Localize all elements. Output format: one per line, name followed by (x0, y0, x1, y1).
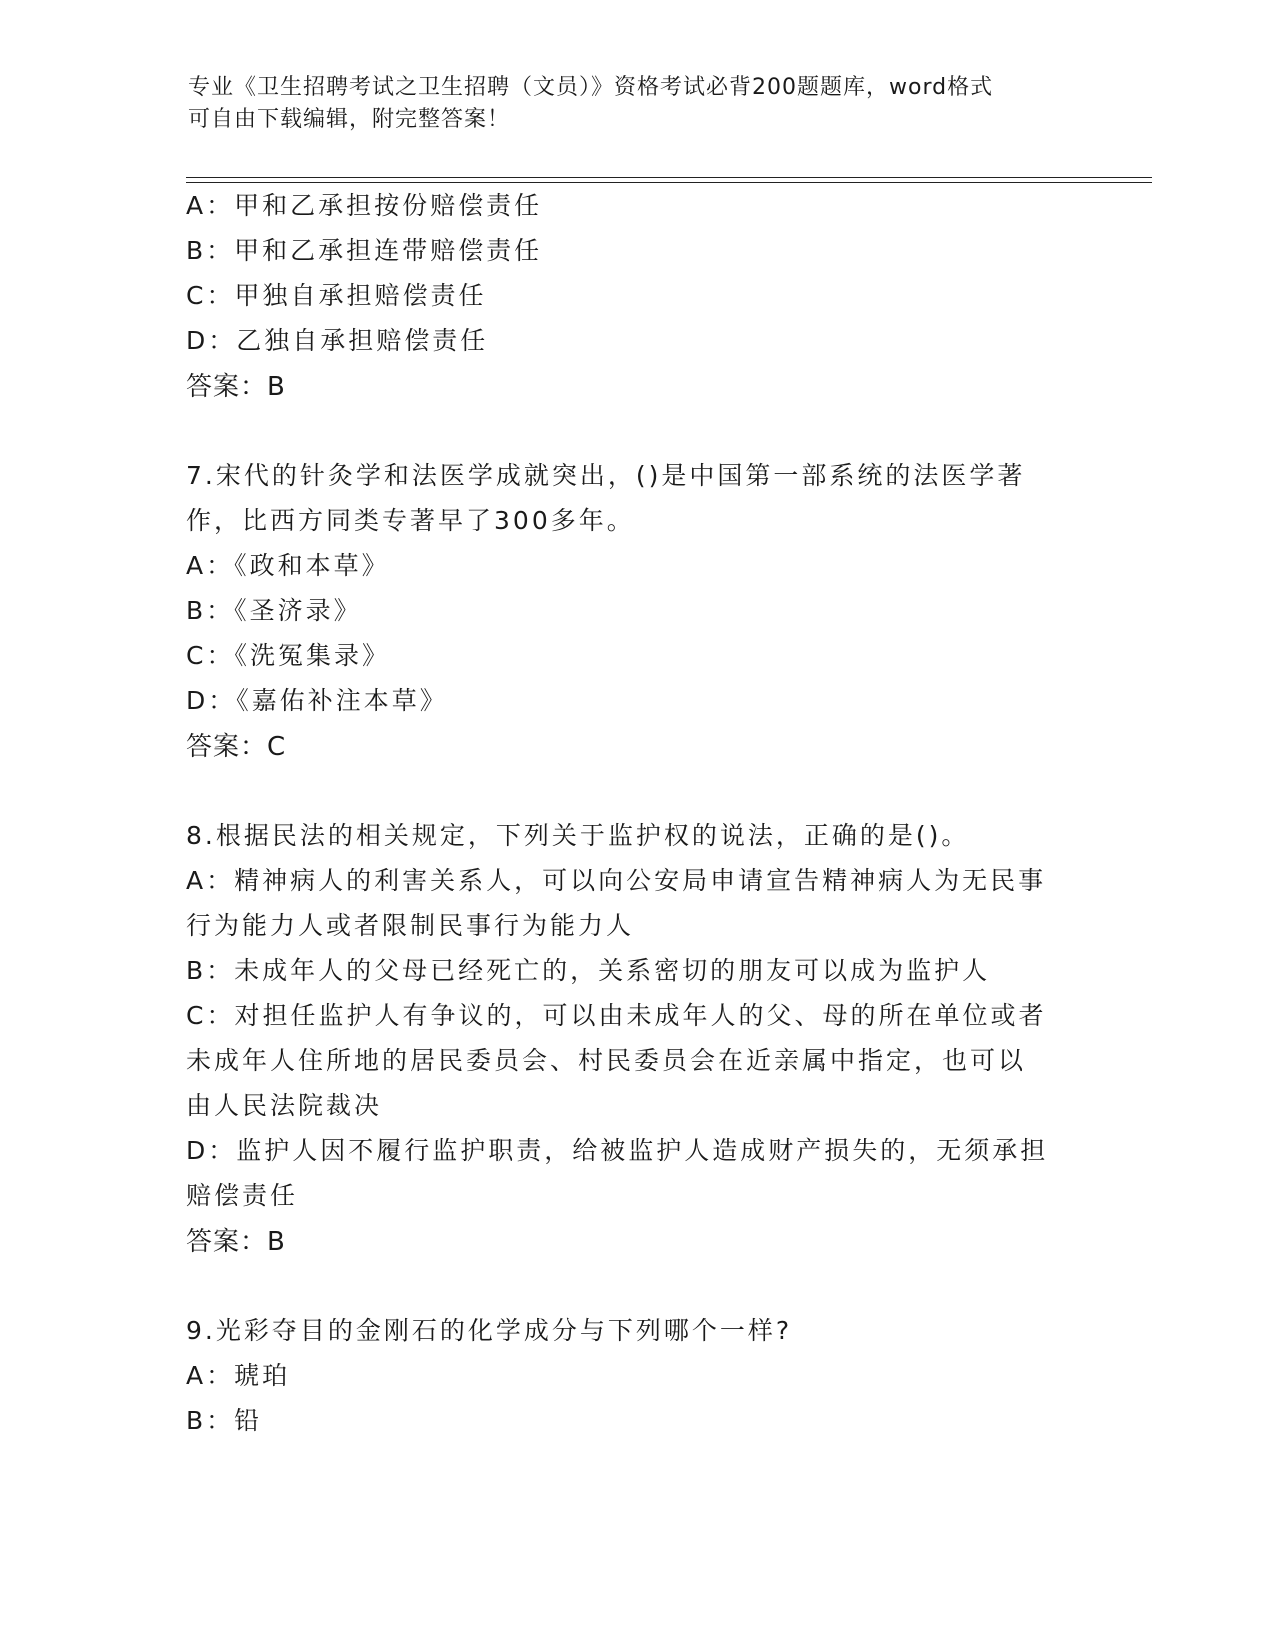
q8-option-a-line-2: 行为能力人或者限制民事行为能力人 (186, 911, 635, 940)
q8-option-d-line-2: 赔偿责任 (186, 1181, 299, 1210)
q9-option-a: A：琥珀 (186, 1361, 291, 1390)
q6-option-b: B：甲和乙承担连带赔偿责任 (186, 236, 543, 265)
q8-stem: 8.根据民法的相关规定，下列关于监护权的说法，正确的是()。 (186, 821, 970, 850)
q6-option-c: C：甲独自承担赔偿责任 (186, 281, 487, 310)
header-line-2: 可自由下载编辑，附完整答案！ (188, 107, 511, 132)
q8-option-c-line-3: 由人民法院裁决 (186, 1091, 383, 1120)
q6-answer: 答案：B (186, 372, 286, 402)
q8-option-d-line-1: D：监护人因不履行监护职责，给被监护人造成财产损失的，无须承担 (186, 1136, 1049, 1165)
q6-option-a: A：甲和乙承担按份赔偿责任 (186, 191, 543, 220)
q7-stem-line-1: 7.宋代的针灸学和法医学成就突出，()是中国第一部系统的法医学著 (186, 461, 1026, 490)
q9-option-b: B：铅 (186, 1406, 263, 1435)
q7-option-a: A：《政和本草》 (186, 551, 390, 580)
q8-option-b: B：未成年人的父母已经死亡的，关系密切的朋友可以成为监护人 (186, 956, 991, 985)
q8-option-c-line-2: 未成年人住所地的居民委员会、村民委员会在近亲属中指定，也可以 (186, 1046, 1027, 1075)
q8-answer: 答案：B (186, 1227, 286, 1257)
header-divider-bottom (186, 182, 1152, 183)
q9-stem: 9.光彩夺目的金刚石的化学成分与下列哪个一样? (186, 1316, 793, 1345)
q8-option-a-line-1: A：精神病人的利害关系人，可以向公安局申请宣告精神病人为无民事 (186, 866, 1047, 895)
q6-option-d: D：乙独自承担赔偿责任 (186, 326, 489, 355)
q7-option-b: B：《圣济录》 (186, 596, 362, 625)
header-line-1: 专业《卫生招聘考试之卫生招聘（文员）》资格考试必背200题题库，word格式 (188, 75, 994, 100)
q8-option-c-line-1: C：对担任监护人有争议的，可以由未成年人的父、母的所在单位或者 (186, 1001, 1047, 1030)
q7-stem-line-2: 作，比西方同类专著早了300多年。 (186, 506, 635, 535)
q7-option-d: D：《嘉佑补注本草》 (186, 686, 448, 715)
document-header (188, 72, 1068, 136)
q7-answer: 答案：C (186, 732, 287, 762)
header-divider-top (186, 177, 1152, 178)
q7-option-c: C：《洗冤集录》 (186, 641, 390, 670)
